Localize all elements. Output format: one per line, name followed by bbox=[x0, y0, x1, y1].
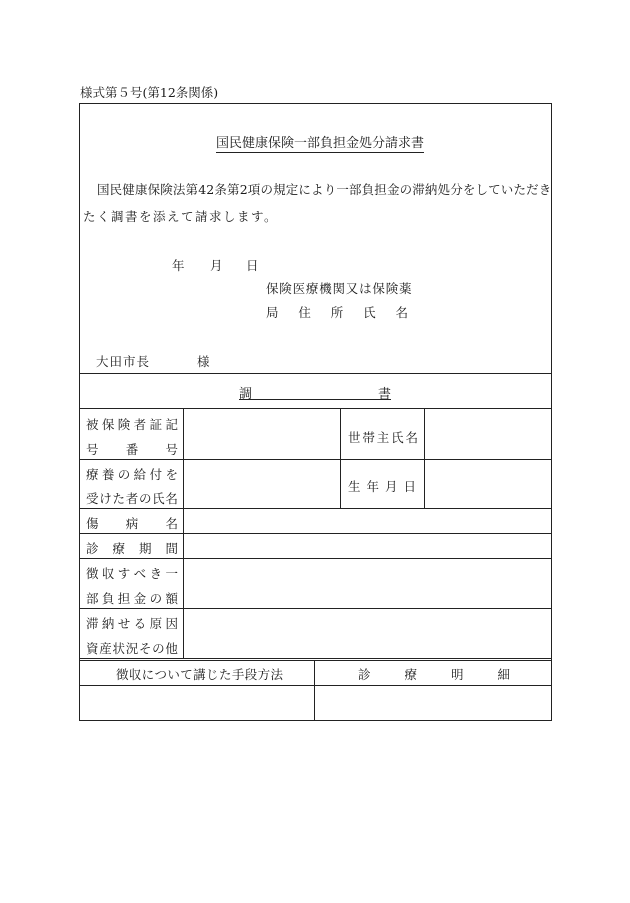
insured-id-label-line1: 被 保 険 者 証 記 bbox=[86, 417, 178, 432]
recipient-label-line1: 療 養 の 給 付 を bbox=[86, 467, 178, 482]
report-top-line bbox=[79, 373, 552, 374]
frame-bottom-border bbox=[79, 720, 552, 721]
collection-measures-label: 徴収について講じた手段方法 bbox=[116, 667, 284, 682]
row-divider-7b bbox=[79, 660, 552, 661]
form-number: 様式第５号(第12条関係) bbox=[80, 85, 219, 100]
middle-column-divider-left bbox=[340, 408, 341, 508]
birth-date-label: 生 年 月 日 bbox=[348, 479, 416, 494]
treatment-details-field[interactable] bbox=[315, 686, 551, 720]
birth-date-field[interactable] bbox=[425, 460, 551, 508]
addressee-label: 大田市長 bbox=[96, 354, 151, 369]
frame-left-border bbox=[79, 103, 80, 721]
report-title: 調 書 bbox=[239, 387, 391, 402]
request-body-line2: たく調書を添えて請求します。 bbox=[83, 209, 279, 224]
row-divider-7a bbox=[79, 658, 552, 659]
amount-field[interactable] bbox=[184, 559, 551, 608]
disease-field[interactable] bbox=[184, 509, 551, 533]
request-body-line1: 国民健康保険法第42条第2項の規定により一部負担金の滞納処分をしていただき bbox=[97, 182, 552, 197]
institution-address-name-label: 局 住 所 氏 名 bbox=[266, 305, 408, 320]
cause-label-line2: 資 産 状 況 そ の 他 bbox=[86, 641, 178, 656]
collection-measures-field[interactable] bbox=[80, 686, 314, 720]
treatment-period-field[interactable] bbox=[184, 534, 551, 558]
date-day-label: 日 bbox=[246, 258, 259, 273]
institution-label: 保険医療機関又は保険薬 bbox=[266, 281, 413, 296]
request-title: 国民健康保険一部負担金処分請求書 bbox=[216, 132, 424, 153]
recipient-label-line2: 受 け た 者 の 氏 名 bbox=[86, 491, 178, 506]
insured-id-field[interactable] bbox=[184, 409, 340, 459]
date-month-label: 月 bbox=[210, 258, 223, 273]
cause-label-line1: 滞 納 せ る 原 因 bbox=[86, 616, 178, 631]
frame-top-border bbox=[79, 103, 552, 104]
disease-label: 傷 病 名 bbox=[86, 516, 178, 531]
household-head-field[interactable] bbox=[425, 409, 551, 459]
amount-label-line1: 徴 収 す べ き 一 bbox=[86, 566, 178, 581]
date-year-label: 年 bbox=[172, 258, 185, 273]
cause-field[interactable] bbox=[184, 609, 551, 658]
report-title-underline bbox=[239, 399, 391, 400]
treatment-period-label: 診 療 期 間 bbox=[86, 541, 178, 556]
insured-id-label-line2: 号 番 号 bbox=[86, 442, 178, 457]
household-head-label: 世 帯 主 氏 名 bbox=[348, 430, 418, 445]
amount-label-line2: 部 負 担 金 の 額 bbox=[86, 591, 178, 606]
addressee-suffix: 様 bbox=[197, 354, 210, 369]
recipient-name-field[interactable] bbox=[184, 460, 340, 508]
treatment-details-label: 診 療 明 細 bbox=[358, 667, 510, 682]
